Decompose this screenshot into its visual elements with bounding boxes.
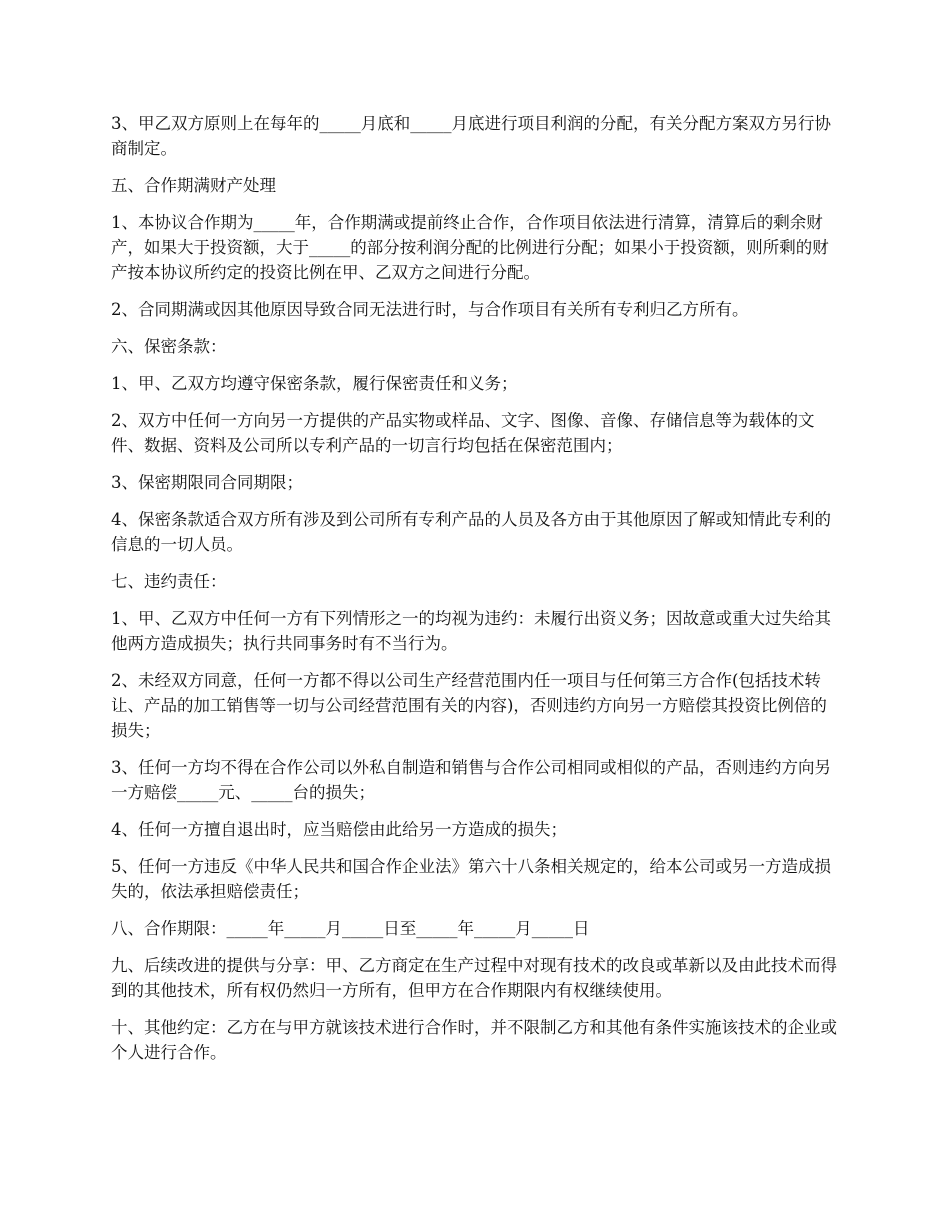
section-heading-breach-liability: 七、违约责任： xyxy=(111,572,227,591)
paragraph-breach-2: 2、未经双方同意，任何一方都不得以公司生产经营范围内任一项目与任何第三方合作(包括技术转让、产品的加工销售等一切与公司经营范围有关的内容)，否则违约方向另一方赔偿其投资比例倍的损失； xyxy=(111,671,827,740)
paragraph-breach-1: 1、甲、乙双方中任何一方有下列情形之一的均视为违约：未履行出资义务；因故意或重大过失给其他两方造成损失；执行共同事务时有不当行为。 xyxy=(111,609,831,653)
section-improvement-sharing: 九、后续改进的提供与分享：甲、乙方商定在生产过程中对现有技术的改良或革新以及由此技术而得到的其他技术，所有权仍然归一方所有，但甲方在合作期限内有权继续使用。 xyxy=(111,956,837,1000)
paragraph-breach-3: 3、任何一方均不得在合作公司以外私自制造和销售与合作公司相同或相似的产品，否则违约方向另一方赔偿_____元、_____台的损失； xyxy=(111,758,831,802)
paragraph-breach-5: 5、任何一方违反《中华人民共和国合作企业法》第六十八条相关规定的，给本公司或另一方造成损失的，依法承担赔偿责任； xyxy=(111,857,831,901)
section-cooperation-period: 八、合作期限：_____年_____月_____日至_____年_____月_____日 xyxy=(111,919,590,938)
paragraph-patent-ownership: 2、合同期满或因其他原因导致合同无法进行时，与合作项目有关所有专利归乙方所有。 xyxy=(111,300,749,319)
paragraph-confidentiality-2: 2、双方中任何一方向另一方提供的产品实物或样品、文字、图像、音像、存储信息等为载体的文件、数据、资料及公司所以专利产品的一切言行均包括在保密范围内； xyxy=(111,411,815,455)
paragraph-confidentiality-1: 1、甲、乙双方均遵守保密条款，履行保密责任和义务； xyxy=(111,374,518,393)
paragraph-confidentiality-3: 3、保密期限同合同期限； xyxy=(111,473,303,492)
paragraph-breach-4: 4、任何一方擅自退出时，应当赔偿由此给另一方造成的损失； xyxy=(111,820,567,839)
section-heading-confidentiality: 六、保密条款： xyxy=(111,337,227,356)
paragraph-cooperation-term: 1、本协议合作期为_____年，合作期满或提前终止合作，合作项目依法进行清算，清算后的剩余财产，如果大于投资额，大于_____的部分按利润分配的比例进行分配；如果小于投资额，则所剩的财产按本协议所约定的投资比例在甲、乙双方之间进行分配。 xyxy=(111,213,829,282)
paragraph-confidentiality-4: 4、保密条款适合双方所有涉及到公司所有专利产品的人员及各方由于其他原因了解或知情此专利的信息的一切人员。 xyxy=(111,510,831,554)
section-heading-expiry-property: 五、合作期满财产处理 xyxy=(111,176,276,195)
paragraph-profit-distribution: 3、甲乙双方原则上在每年的_____月底和_____月底进行项目利润的分配，有关分配方案双方另行协商制定。 xyxy=(111,114,831,158)
section-other-agreements: 十、其他约定：乙方在与甲方就该技术进行合作时，并不限制乙方和其他有条件实施该技术的企业或个人进行合作。 xyxy=(111,1018,837,1062)
